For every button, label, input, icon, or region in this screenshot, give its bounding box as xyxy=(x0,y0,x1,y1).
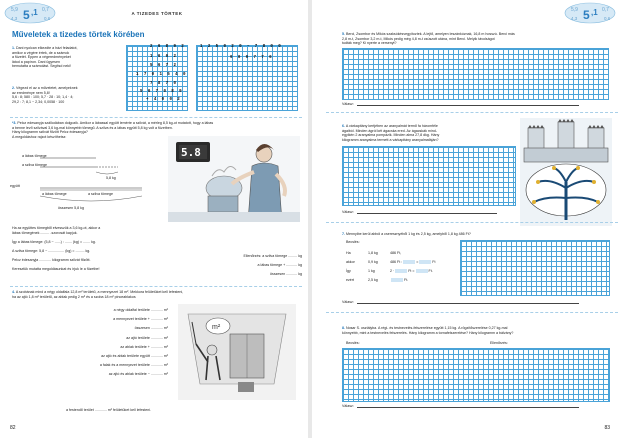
page-number: 83 xyxy=(604,425,610,431)
diagram-label: együtt xyxy=(10,184,20,188)
section-divider xyxy=(10,117,302,119)
decimal-numbers-logo-icon xyxy=(4,2,56,24)
golden-apple-tree-castle-illustration xyxy=(520,118,612,226)
answer-grid-6[interactable] xyxy=(342,146,516,206)
grid-row: 1 7 0 1 5 4 0 xyxy=(136,73,187,77)
grid-row: 5 6 7 0 8 9 xyxy=(140,90,184,94)
section-divider xyxy=(326,112,618,114)
answer-grid-7[interactable] xyxy=(460,240,610,296)
grid-row: 7 8 7 0 xyxy=(150,82,178,86)
left-page xyxy=(0,0,308,438)
svg-text:0,7: 0,7 xyxy=(42,7,49,13)
svg-text:5,9: 5,9 xyxy=(571,7,578,13)
right-page xyxy=(312,0,620,438)
exercise-4-final: a festendő terület ............ m² felületüket kell lefesteni. xyxy=(66,408,152,412)
decimal-numbers-logo-icon xyxy=(564,2,616,24)
svg-text:,1: ,1 xyxy=(591,8,598,17)
diagram-label: a szilva tömege xyxy=(22,163,47,167)
diagram-label: a lábas tömege xyxy=(22,154,47,158)
scale-display: 5.8 xyxy=(181,146,201,159)
grid-row: 1 2 5 0 2 0 – 7 8 0 0 xyxy=(200,45,283,49)
answer-box[interactable] xyxy=(403,260,415,264)
exercise-4: 4. A szobának mind a négy oldalfala 12,8 m² területű, a mennyezet 18 m². Mekkora felületüket kell lefesteni, ha az ajtó 1,8 m² területű, az ablak pedig 2 m² és a szoba 18 m² pinceablakos xyxy=(12,290,184,299)
estimate-label: Becslés: xyxy=(346,240,360,244)
exercise-3: *3. Pelcz edesanyja szállodában dolgozik. Amikor a lábassal együtt lemérte a szilvát, a mérleg 8,5 kg-ot mutatott, hogy a lábas a benne levő szilvával 3,6 kg-mal könnyebb tömegű. A szilva és a lábas együtt 5,8 kg volt a füzetben. Hány kilogramm szilvát főzött Pelcz édesanyja? A megoldáshoz rajzot készíthetsz: xyxy=(12,121,214,139)
svg-text:,1: ,1 xyxy=(31,8,38,17)
exercise-8: 8. Nosar S. osztályba. A régi- és testnevelés-felszerelése együtt 1,15 kg. A rögzítőszerelése 0,27 kg-mal könnyebb, mint a testnevelés felszerelés. Hány kilogramm a tornafelszerelése? Hány kilogramm a bálvány? xyxy=(342,326,514,335)
estimate-table: Ha 1,8 kg 486 Ft, akkor 0,9 kg 486 Ft : = Ft Így 1 kg 2 · Ft = Ft. ezért 2,5 kg Ft. xyxy=(346,251,436,282)
answer-line-5[interactable]: Válasz: xyxy=(342,102,579,106)
exercise-4-rows: a négy oldalfal területe ............ m² a mennyezet területe + ............ m² összesen ............ m² az ajtó területe ............ m² az ablak területe + ............ m² az ajtó és ablak területe együtt ............ m² a falak és a mennyezet területe ............ m² az ajtó és ablak területe − ............ m² xyxy=(99,308,168,377)
grid-row: 2 6 8 9 2 xyxy=(150,45,186,49)
section-divider xyxy=(10,286,302,288)
exercise-3-steps: Ha az együttes tömegből elvesszük a 3,6 kg-ot, akkor a lábas tömegének ......... -szorosát kapjuk. Így a lábas tömege: (5,8 − ......) : ....... (kg) = ....... kg. A szilva tömege: 5,8 − ................ (kg) = ......... kg. Pelcz édesanyja ............ kilogramm szilvát főzött. Keresztük mutatta megoldásunkat és írjuk le a füzetbe! xyxy=(12,226,101,272)
exercise-5: 5. Berci, Zsombor és Mikós szaksókésvegyítoztek. A lejtő, amelyen leszánkóznak, 16,8 m hosszú. Berci más 2,8 m-t, Zsombor 3,2 m-t, Mikós pedig még 4,8 m-t csúszott utána, mint Berci. Melyik távolságot tudták meg? Ki nyerte a versenyt? xyxy=(342,32,515,46)
svg-text:4,3: 4,3 xyxy=(11,16,18,21)
answer-box[interactable] xyxy=(416,269,428,273)
answer-line-6[interactable]: Válasz: xyxy=(342,210,497,214)
svg-text:5: 5 xyxy=(23,8,30,22)
grid-row: 1 6 6 2 xyxy=(150,55,178,59)
answer-box[interactable] xyxy=(391,278,403,282)
answer-box[interactable] xyxy=(395,269,407,273)
svg-text:5: 5 xyxy=(583,8,590,22)
svg-text:m²: m² xyxy=(212,324,221,331)
diagram-label: összesen 5,8 kg xyxy=(58,206,84,210)
exercise-7: 7. Mennyibe kerül abból a cseresznyéből 1 kg és 2,5 kg, amelyből 1,8 kg 486 Ft? xyxy=(342,232,471,236)
svg-text:0,6: 0,6 xyxy=(604,16,611,21)
section-title: Műveletek a tizedes törtek körében xyxy=(12,30,145,39)
section-divider xyxy=(326,312,618,314)
page-number: 82 xyxy=(10,425,16,431)
exercise-1: 1. Dani nyolcan elkezdte a házi feladatot, amikor a végére értek, de a számok a füzetét. Éppen a végeredményeket látod a papíron. Dani ügyesen bemutatta a számolást. Segítsd neki! xyxy=(12,46,78,69)
grid-row: + 4 0 0 2 xyxy=(146,98,182,102)
answer-grid-5[interactable] xyxy=(342,48,609,100)
diagram-label: a lábas tömege xyxy=(42,192,67,196)
diagram-label: 5,8 kg xyxy=(106,176,116,180)
answer-line-8[interactable]: Válasz: xyxy=(342,404,579,408)
answer-grid-8[interactable] xyxy=(342,348,610,402)
exercise-2: 2. Végezd el az a műveletet, amelyeknek az eredménye nem 5,8! 5,6 : 8; 580 : 100; 5,7 · 28 : 10; 1,4 · 4; 29,2 : 7; 8,1 − 2,34; 0,0058 · 100 xyxy=(12,86,78,104)
svg-text:0,7: 0,7 xyxy=(602,7,609,13)
calc-grid-right[interactable] xyxy=(196,45,298,111)
grid-row: 5 6 7 2 xyxy=(150,64,178,68)
grid-row: 9 0 9 7 7 6 xyxy=(230,56,274,60)
exercise-3-check: Ellenőrzés: a szilva tömege ......... kg a lábas tömege + ........... kg összesen ........... kg xyxy=(243,254,302,277)
svg-text:4,3: 4,3 xyxy=(571,16,578,21)
svg-text:0,6: 0,6 xyxy=(44,16,51,21)
running-head: A TIZEDES TÖRTEK xyxy=(131,11,183,16)
svg-text:5,9: 5,9 xyxy=(11,7,18,13)
check-label: Ellenőrzés: xyxy=(490,341,508,345)
painter-illustration xyxy=(178,304,296,400)
diagram-label: a szilva tömege xyxy=(88,192,113,196)
estimate-label: Becslés: xyxy=(346,341,360,345)
section-divider xyxy=(326,222,618,224)
answer-line-7[interactable]: Válasz: xyxy=(342,300,579,304)
bar-diagram xyxy=(18,150,148,210)
answer-box[interactable] xyxy=(419,260,431,264)
exercise-6: 6. A várkapitány kertjében az aranyalmát termő fa háromféle ágaiból. Minden ágról két ágacska ered. Az ágacskák mind- egyikén 2 aranyalma pompázik. Minden alma 27,8 dkg. Hány kilogramm aranyalma termett a várkapitány aranyalmafáján? xyxy=(342,124,440,142)
